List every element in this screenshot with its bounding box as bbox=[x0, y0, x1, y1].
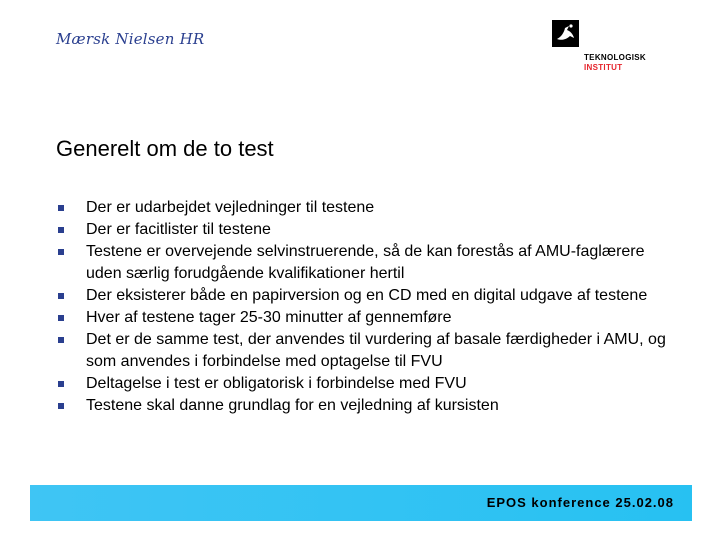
square-bullet-icon bbox=[58, 337, 64, 343]
bullet-item bbox=[56, 219, 676, 241]
bullet-text: Det er de samme test, der anvendes til vurdering af basale færdigheder i AMU, og som anvendes i forbindelse med optagelse til FVU bbox=[86, 331, 666, 370]
teknologisk-institut-logo bbox=[552, 20, 672, 80]
bullet-item bbox=[56, 395, 676, 417]
bullet-text: Deltagelse i test er obligatorisk i forbindelse med FVU bbox=[86, 375, 467, 392]
bullet-text: Testene er overvejende selvinstruerende, så de kan forestås af AMU-faglærere uden særlig forudgående kvalifikationer hertil bbox=[86, 243, 645, 282]
company-brand: Mærsk Nielsen HR bbox=[56, 30, 205, 48]
bullet-text: Testene skal danne grundlag for en vejledning af kursisten bbox=[86, 397, 499, 414]
bullet-text: Hver af testene tager 25-30 minutter af gennemføre bbox=[86, 309, 452, 326]
bullet-text: Der eksisterer både en papirversion og en CD med en digital udgave af testene bbox=[86, 287, 648, 304]
square-bullet-icon bbox=[58, 205, 64, 211]
square-bullet-icon bbox=[58, 227, 64, 233]
logo-text-line2: INSTITUT bbox=[584, 63, 623, 72]
bullet-item bbox=[56, 197, 676, 219]
square-bullet-icon bbox=[58, 249, 64, 255]
bullet-item bbox=[56, 241, 676, 285]
bullet-text: Der er facitlister til testene bbox=[86, 221, 271, 238]
square-bullet-icon bbox=[58, 403, 64, 409]
bullet-item bbox=[56, 285, 676, 307]
footer-conference-label: EPOS konference 25.02.08 bbox=[486, 495, 674, 510]
bullet-item bbox=[56, 373, 676, 395]
slide-title: Generelt om de to test bbox=[56, 136, 274, 161]
square-bullet-icon bbox=[58, 293, 64, 299]
footer-bar bbox=[30, 485, 692, 521]
bullet-text: Der er udarbejdet vejledninger til testene bbox=[86, 199, 375, 216]
bullet-list bbox=[56, 197, 676, 417]
logo-mark-graphic bbox=[552, 20, 579, 47]
bullet-item bbox=[56, 329, 676, 373]
square-bullet-icon bbox=[58, 315, 64, 321]
bullet-item bbox=[56, 307, 676, 329]
logo-text-line1: TEKNOLOGISK bbox=[584, 53, 646, 62]
teknologisk-institut-logo-icon bbox=[552, 20, 579, 47]
square-bullet-icon bbox=[58, 381, 64, 387]
